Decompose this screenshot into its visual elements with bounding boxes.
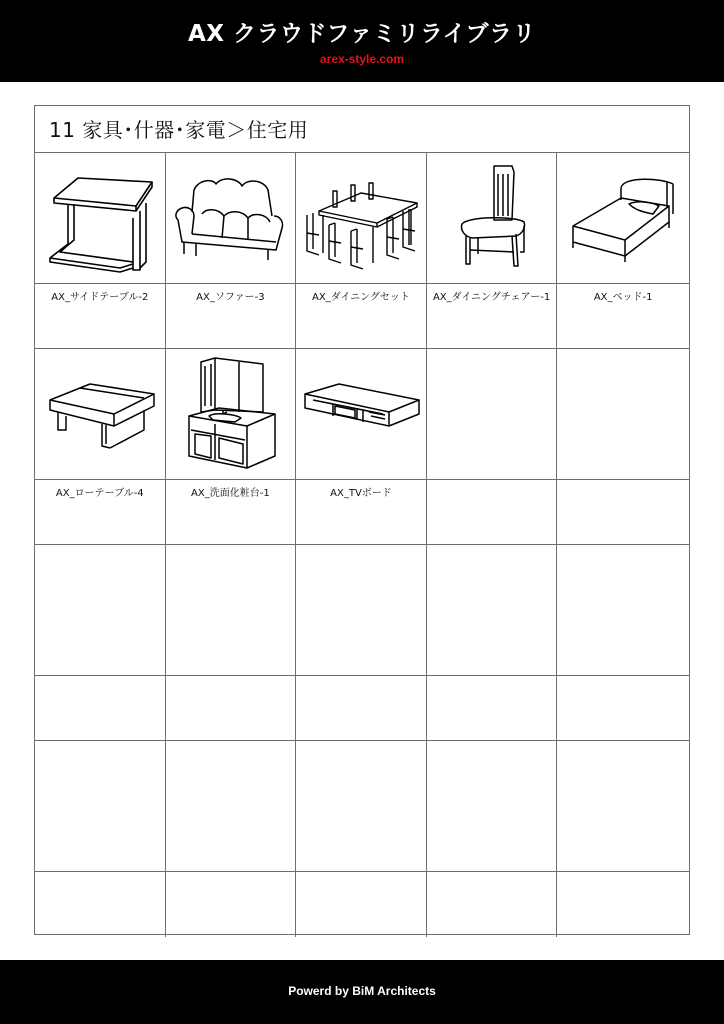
label-row [35,284,689,349]
image-row [35,545,689,676]
empty-label [557,480,689,544]
page-title: AX クラウドファミリライブラリ [187,21,536,47]
empty-cell [427,545,558,675]
footer-credit: Powerd by BiM Architects [288,984,436,998]
dining-chair-icon [432,158,552,278]
label-row [35,480,689,545]
empty-label [557,676,689,740]
image-row [35,153,689,284]
empty-label [166,872,297,937]
low-table-icon [40,364,160,464]
item-cell[interactable] [166,153,297,283]
item-label: AX_サイドテーブル-2 [35,284,166,348]
empty-cell [427,349,558,479]
image-row [35,741,689,872]
empty-cell [296,545,427,675]
vanity-unit-icon [175,354,285,474]
empty-label [427,676,558,740]
item-cell[interactable] [296,153,427,283]
item-cell[interactable] [296,349,427,479]
site-link[interactable]: arex-style.com [319,52,405,66]
item-label: AX_ソファー-3 [166,284,297,348]
item-cell[interactable] [557,153,689,283]
empty-cell [35,741,166,871]
footer-band [0,960,724,1024]
label-row [35,872,689,937]
empty-label [557,872,689,937]
item-label: AX_ダイニングセット [296,284,427,348]
tv-board-icon [299,374,423,454]
image-row [35,349,689,480]
dining-set-icon [299,163,423,273]
item-cell[interactable] [427,153,558,283]
category-heading: 11 家具･什器･家電＞住宅用 [35,106,689,153]
empty-cell [296,741,427,871]
empty-cell [166,741,297,871]
item-label: AX_ローテーブル-4 [35,480,166,544]
empty-cell [557,545,689,675]
empty-cell [427,741,558,871]
empty-cell [35,545,166,675]
empty-label [35,676,166,740]
empty-label [35,872,166,937]
item-label: AX_洗面化粧台-1 [166,480,297,544]
bed-icon [563,168,683,268]
catalog-grid [35,153,689,937]
item-cell[interactable] [35,153,166,283]
sofa-icon [168,168,292,268]
side-table-icon [40,158,160,278]
catalog-sheet [34,105,690,935]
item-label: AX_ダイニングチェアー-1 [427,284,558,348]
empty-label [166,676,297,740]
empty-cell [557,349,689,479]
empty-cell [166,545,297,675]
empty-label [296,676,427,740]
item-label: AX_TVボード [296,480,427,544]
label-row [35,676,689,741]
empty-label [427,480,558,544]
empty-label [296,872,427,937]
item-cell[interactable] [35,349,166,479]
empty-label [427,872,558,937]
item-label: AX_ベッド-1 [593,292,653,303]
empty-cell [557,741,689,871]
header-band [0,0,724,82]
item-cell[interactable] [166,349,297,479]
